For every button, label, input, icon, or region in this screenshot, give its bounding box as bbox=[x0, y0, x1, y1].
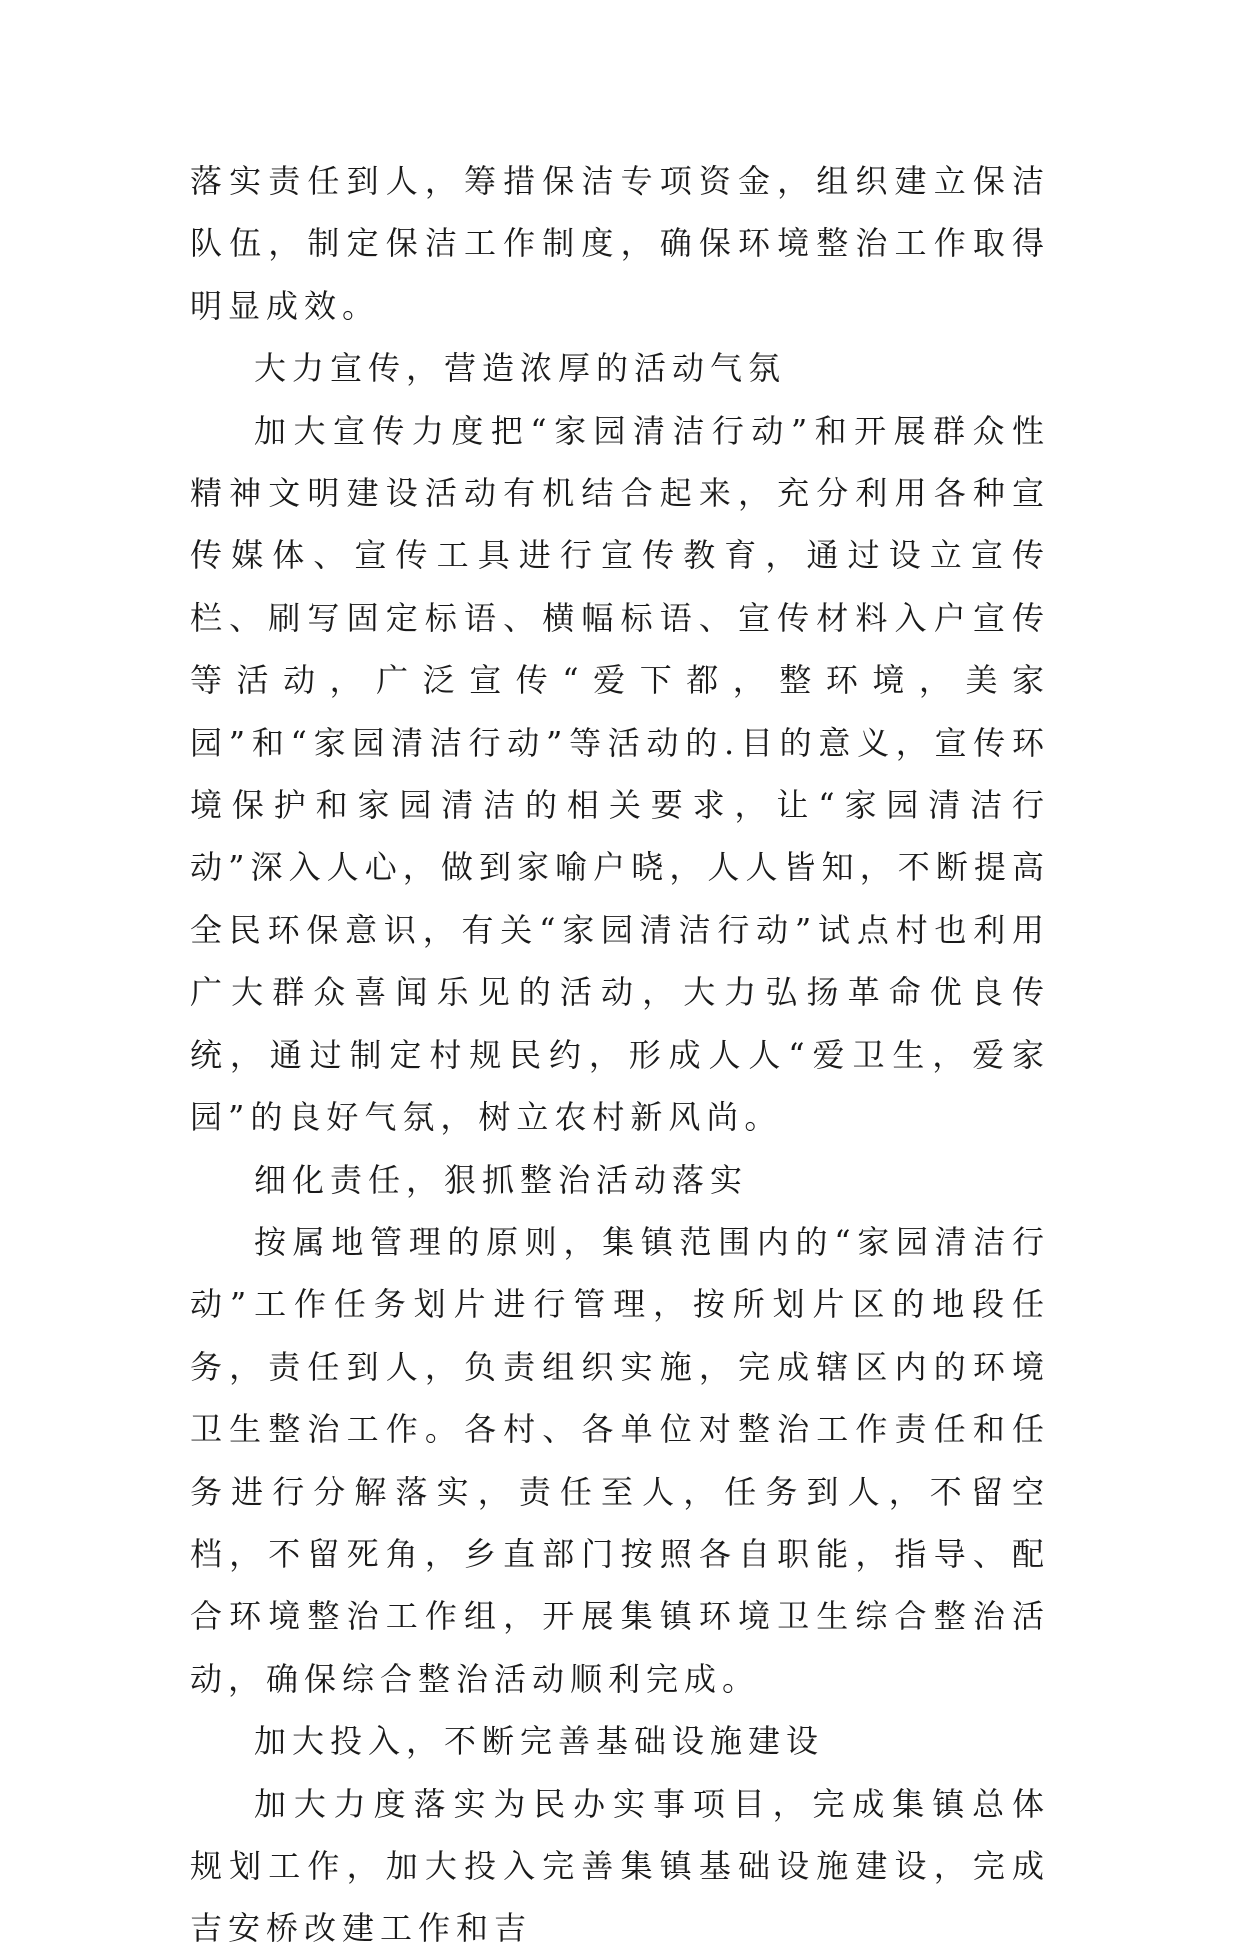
heading-investment: 加大投入，不断完善基础设施建设 bbox=[254, 1722, 825, 1761]
paragraph-responsibility: 按属地管理的原则，集镇范围内的“家园清洁行动”工作任务划片进行管理，按所划片区的地段任务，责任到人，负责组织实施，完成辖区内的环境卫生整治工作。各村、各单位对整治工作责任和任务进行分解落实，责任至人，任务到人，不留空档，不留死角，乡直部门按照各自职能，指导、配合环境整治工作组，开展集镇环境卫生综合整治活动，确保综合整治活动顺利完成。 bbox=[190, 1222, 1050, 1698]
heading-publicity: 大力宣传，营造浓厚的活动气氛 bbox=[254, 349, 787, 388]
heading-responsibility: 细化责任，狠抓整治活动落实 bbox=[254, 1160, 749, 1199]
paragraph-responsibility-cleaning: 落实责任到人，筹措保洁专项资金，组织建立保洁队伍，制定保洁工作制度，确保环境整治工作取得明显成效。 bbox=[190, 162, 1050, 325]
paragraph-publicity: 加大宣传力度把“家园清洁行动”和开展群众性精神文明建设活动有机结合起来，充分利用各种宣传媒体、宣传工具进行宣传教育，通过设立宣传栏、刷写固定标语、横幅标语、宣传材料入户宣传等活动，广泛宣传“爱下都，整环境，美家园”和“家园清洁行动”等活动的.目的意义，宣传环境保护和家园清洁的相关要求，让“家园清洁行动”深入人心，做到家喻户晓，人人皆知，不断提高全民环保意识，有关“家园清洁行动”试点村也利用广大群众喜闻乐见的活动，大力弘扬革命优良传统，通过制定村规民约，形成人人“爱卫生，爱家园”的良好气氛，树立农村新风尚。 bbox=[190, 411, 1050, 1137]
paragraph-investment: 加大力度落实为民办实事项目，完成集镇总体规划工作，加大投入完善集镇基础设施建设，完成吉安桥改建工作和吉 bbox=[190, 1784, 1050, 1948]
document-body bbox=[190, 150, 1050, 1960]
